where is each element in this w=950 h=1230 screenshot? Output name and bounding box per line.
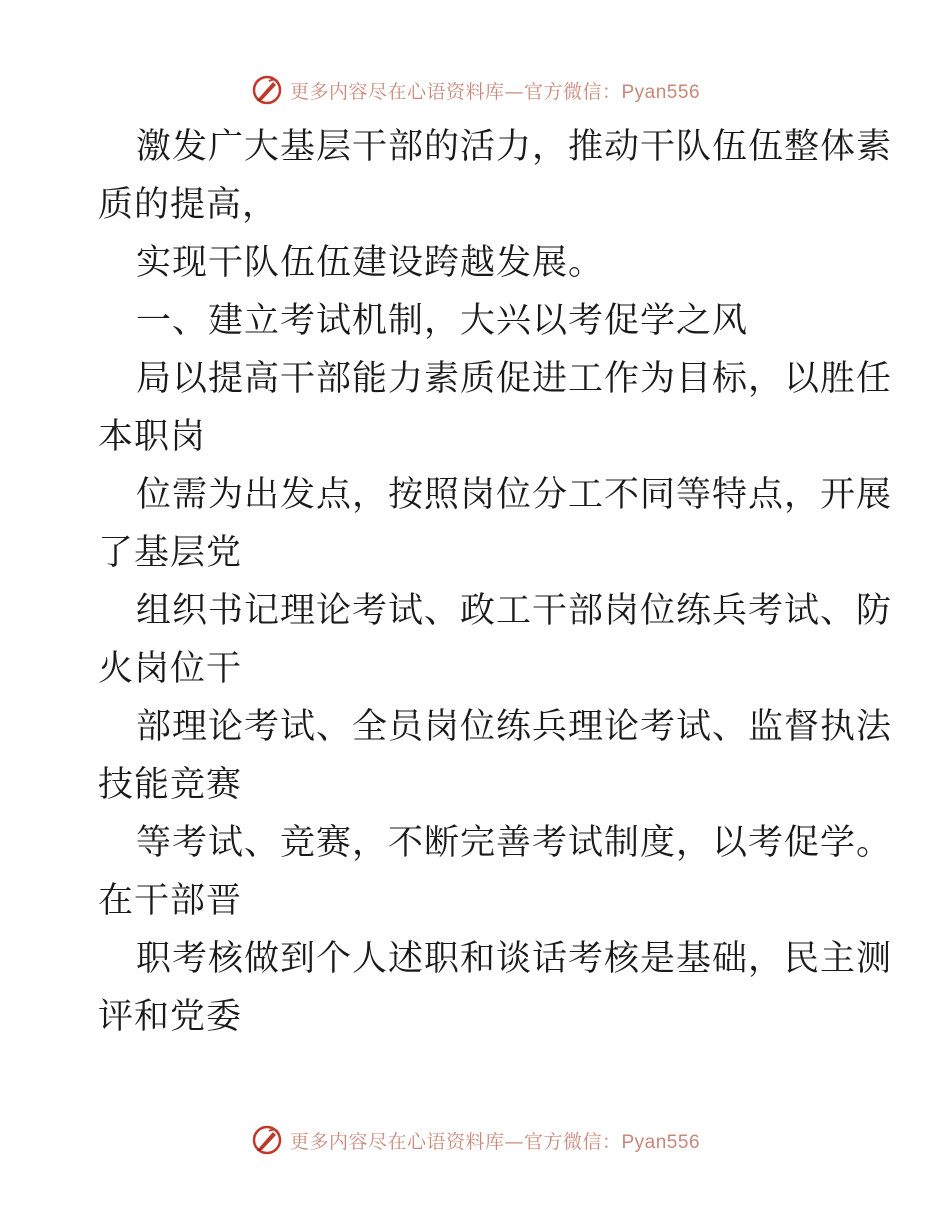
body-line: 火岗位干: [98, 649, 243, 689]
body-line: 组织书记理论考试、政工干部岗位练兵考试、防: [136, 591, 893, 631]
header-watermark: [0, 70, 950, 110]
watermark-text: 更多内容尽在心语资料库—官方微信：Pyan556: [289, 80, 701, 103]
body-line: 本职岗: [98, 417, 207, 457]
body-line: 部理论考试、全员岗位练兵理论考试、监督执法: [136, 707, 893, 747]
body-line: 评和党委: [98, 997, 243, 1037]
body-line: 质的提高，: [98, 185, 279, 225]
body-line: 了基层党: [98, 533, 243, 573]
body-line: 局以提高干部能力素质促进工作为目标，以胜任: [136, 359, 893, 399]
section-heading: 一、建立考试机制，大兴以考促学之风: [136, 301, 749, 341]
footer-watermark: [0, 1120, 950, 1160]
body-line: 激发广大基层干部的活力，推动干队伍伍整体素: [136, 127, 893, 167]
document-body: [98, 118, 893, 1046]
watermark-text: 更多内容尽在心语资料库—官方微信：Pyan556: [289, 1130, 701, 1153]
body-line: 位需为出发点，按照岗位分工不同等特点，开展: [136, 475, 893, 515]
body-line: 在干部晋: [98, 881, 243, 921]
body-line: 实现干队伍伍建设跨越发展。: [136, 243, 605, 283]
body-line: 职考核做到个人述职和谈话考核是基础，民主测: [136, 939, 893, 979]
body-line: 技能竞赛: [98, 765, 243, 805]
body-line: 等考试、竞赛，不断完善考试制度，以考促学。: [136, 823, 893, 863]
quill-pen-logo-icon: [250, 1123, 284, 1157]
quill-pen-logo-icon: [250, 73, 284, 107]
